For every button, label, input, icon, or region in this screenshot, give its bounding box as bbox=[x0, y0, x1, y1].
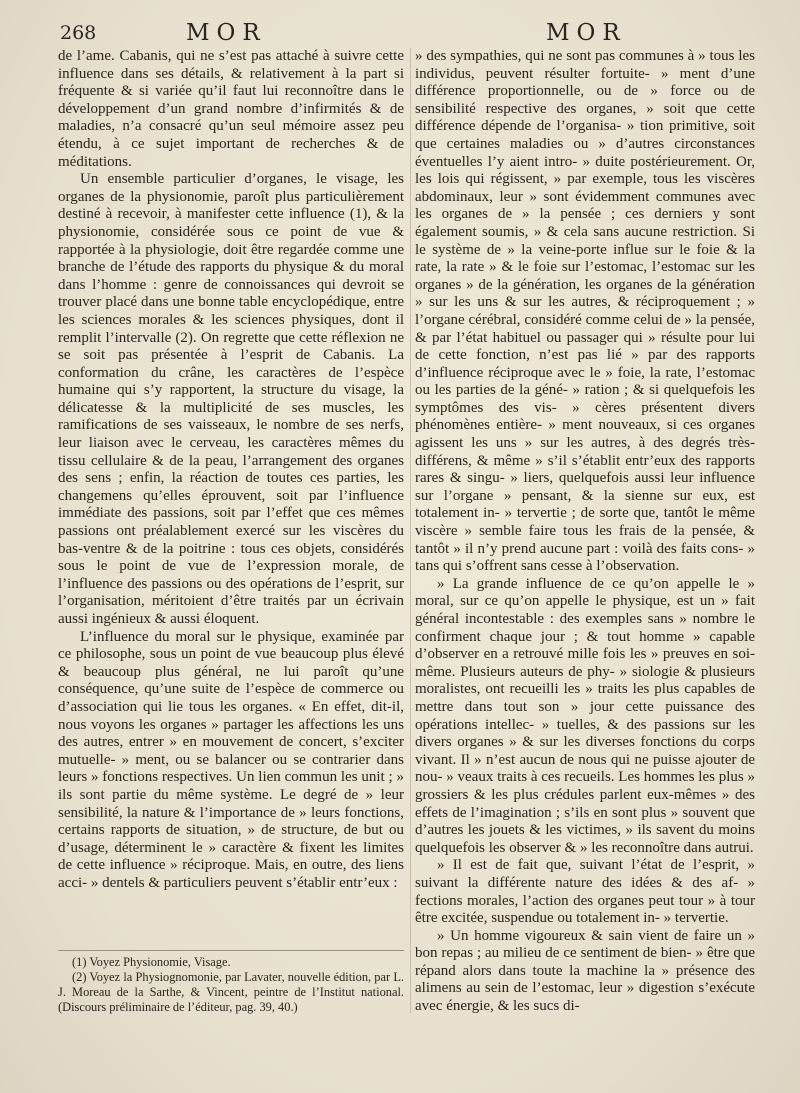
right-paragraph-1: » des sympathies, qui ne sont pas communes à » tous les individus, peuvent résulter fortuite- » ment d’une différence proportionnelle, ou de » force ou de sensibilité respective des organes, » soit que cette différence dépende de l’organisa- » tion primitive, soit que certaines maladies ou » d’autres circonstances éventuelles l’y aient intro- » duite postérieurement. Or, les lois qui régissent, » par exemple, tous les viscères abdominaux, leur » sont évidemment communes avec les organes de » la pensée ; ces derniers y sont également soumis, » & cela sans aucune restriction. Si le système de » la veine-porte influe sur le foie & la rate, la rate » & le foie sur l’estomac, l’estomac sur les organes » de la génération, les organes de la génération » sur les uns & sur les autres, & réciproquement ; » l’organe cérébral, considéré comme celui de » la pensée, & par l’état habituel ou passager qui » résulte pour lui de cette fonction, n’est pas lié » par des rapports d’influence réciproque avec le » foie, la rate, l’estomac ou les parties de la géné- » ration ; & si quelquefois les symptômes des vis- » cères présentent divers phénomènes entière- » ment nouveaux, si ces organes agissent les uns » sur les autres, à des degrés très-différens, & même » s’il s’établit entr’eux des rapports rares & singu- » liers, quelquefois aussi leur influence sur l’organe » pensant, & la sienne sur eux, est totalement in- » tervertie ; de sorte que, tantôt le même viscère » semble faire tous les frais de la pensée, & tantôt » il n’y prend aucune part : voilà des faits cons- » tans qui s’offrent sans cesse à l’observation. bbox=[415, 48, 755, 575]
page-number: 268 bbox=[60, 22, 97, 44]
footnote-2: (2) Voyez la Physiognomonie, par Lavater, nouvelle édition, par L. J. Moreau de la Sarthe, & Vincent, peintre de l’Institut national. (Discours préliminaire de l’éditeur, pag. 39, 40.) bbox=[58, 970, 404, 1014]
page-header bbox=[0, 18, 800, 48]
column-divider bbox=[410, 48, 411, 1013]
footnotes bbox=[58, 955, 404, 1015]
left-paragraph-1: de l’ame. Cabanis, qui ne s’est pas attaché à suivre cette influence dans ses détails, & relativement à la part si fréquente & si variée qu’il faut lui reconnoître dans le développement d’un grand nombre d’infirmités & de maladies, n’a consacré qu’un seul mémoire assez peu étendu, à ce sujet important de recherches & de méditations. bbox=[58, 48, 404, 170]
right-paragraph-4: » Un homme vigoureux & sain vient de faire un » bon repas ; au milieu de ce sentiment de bien- » être que répand alors dans toute la machine la » présence des alimens au sein de l’estomac, leur » digestion s’exécute avec énergie, & les sucs di- bbox=[415, 927, 755, 1015]
footnote-1: (1) Voyez Physionomie, Visage. bbox=[72, 955, 231, 969]
left-paragraph-3: L’influence du moral sur le physique, examinée par ce philosophe, sous un point de vue beaucoup plus élevé & beaucoup plus général, ne lui paroît qu’une conséquence, qu’une suite de l’espèce de commerce ou d’association qui lie tous les organes. « En effet, dit-il, nous voyons les organes » partager les affections les uns des autres, entrer » en mouvement de concert, s’exciter mutuelle- » ment, ou se balancer ou se contrarier dans leurs » fonctions respectives. Un lien commun les unit ; » ils sont partie du même système. Le degré de » leur sensibilité, la nature & l’importance de » leurs fonctions, certains rapports de situation, » de structure, de but ou d’usage, déterminent le » caractère & fixent les limites de cette influence » réciproque. Mais, en outre, des liens acci- » dentels & particuliers peuvent s’établir entr’eux : bbox=[58, 628, 404, 891]
footnote-rule bbox=[58, 950, 404, 951]
right-paragraph-3: » Il est de fait que, suivant l’état de l’esprit, » suivant la différente nature des idées & des af- » fections morales, l’action des organes peut tour » à tour être excitée, suspendue ou totalement in- » tervertie. bbox=[415, 857, 755, 927]
left-paragraph-2: Un ensemble particulier d’organes, le visage, les organes de la physionomie, paroît plus particulièrement destiné à recevoir, à manifester cette influence (1), & la physionomie, considérée sous ce point de vue & rapportée à la physiologie, doit être regardée comme une branche de l’étude des rapports du physique & du moral dans l’homme : genre de connoissances qui devroit se trouver placé dans une bonne table encyclopédique, entre les sciences morales & les sciences physiques, dont il remplit l’intervalle (2). On regrette que cette réflexion ne se soit pas présentée à l’esprit de Cabanis. La conformation du crâne, les caractères de l’espèce humaine qui s’y rapportent, la structure du visage, la délicatesse & la multiplicité de ses muscles, les ramifications de ses vaisseaux, le nombre de ses nerfs, leur liaison avec le cerveau, les caractères mêmes du tissu cellulaire & de la peau, l’arrangement des organes des sens ; enfin, la réaction de toutes ces parties, les changemens qu’elles éprouvent, soit par l’influence immédiate des passions, soit par l’effet que ces mêmes passions ont préalablement exercé sur les viscères du bas-ventre & de la poitrine : tous ces objets, considérés sous le point de vue de l’expression morale, de l’influence des passions ou des opérations de l’esprit, sur l’organisation, méritoient d’être traités par un écrivain aussi ingénieux & aussi éloquent. bbox=[58, 171, 404, 627]
right-column bbox=[415, 48, 755, 1016]
right-paragraph-2: » La grande influence de ce qu’on appelle le » moral, sur ce qu’on appelle le physique, est un » fait général incontestable : des exemples sans » nombre le confirment chaque jour ; & tout homme » capable d’observer en a retrouvé mille fois les » preuves en soi-même. Plusieurs auteurs de phy- » siologie & plusieurs moralistes, ont recueilli les » traits les plus capables de mettre dans tout son » jour cette puissance des opérations intellec- » tuelles, & des passions sur les divers organes » & sur les diverses fonctions du corps vivant. Il » n’est aucun de nous qui ne puisse ajouter de nou- » veaux traits à ces recueils. Les hommes les plus » grossiers & les plus crédules parlent eux-mêmes » des effets de l’imagination ; s’ils en sont plus » souvent que d’autres les jouets & les victimes, » ils savent du moins quelquefois les observer & » les reconnoître dans autrui. bbox=[415, 575, 755, 856]
running-head-right: MOR bbox=[546, 20, 627, 46]
left-column bbox=[58, 48, 404, 893]
running-head-left: MOR bbox=[186, 20, 267, 46]
